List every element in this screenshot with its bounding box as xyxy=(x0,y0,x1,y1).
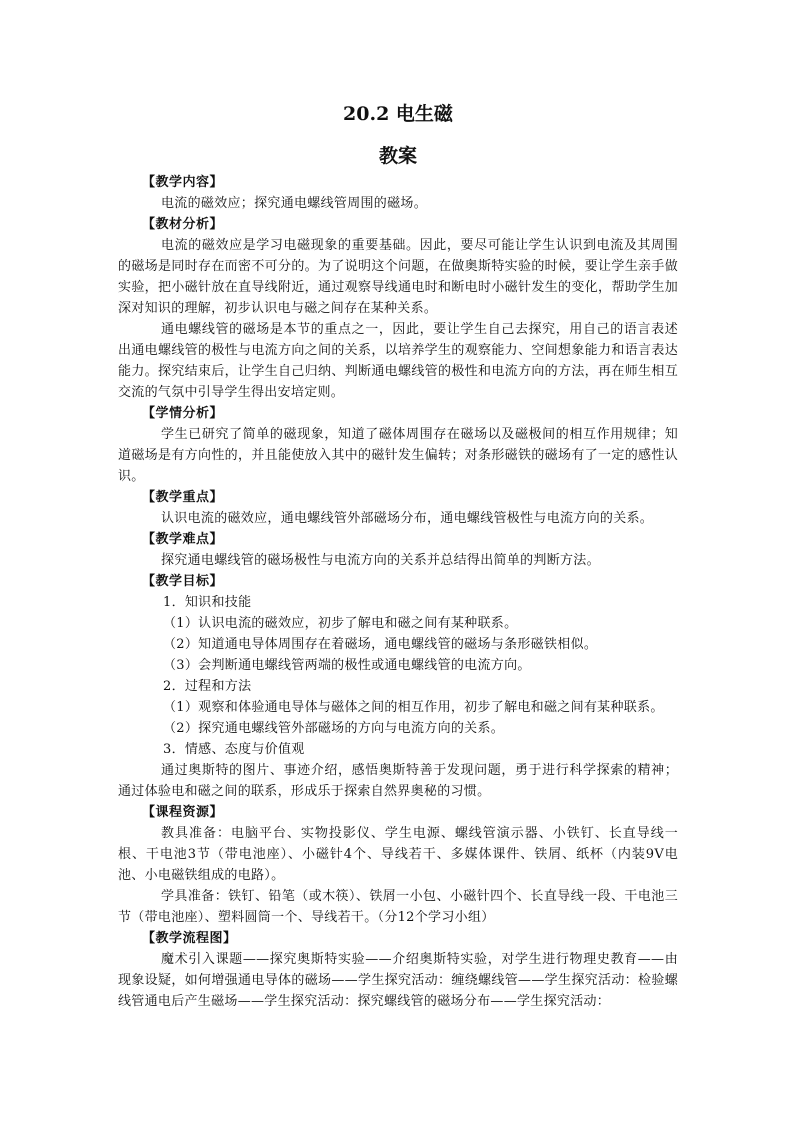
keypoint-paragraph: 认识电流的磁效应，通电螺线管外部磁场分布，通电螺线管极性与电流方向的关系。 xyxy=(161,511,654,526)
document-title: 20.2 电生磁 xyxy=(343,103,453,125)
goal-title-1: 1．知识和技能 xyxy=(163,595,252,610)
document-body xyxy=(118,100,678,1012)
section-heading-resources: 【课程资源】 xyxy=(142,805,224,820)
flow-paragraph: 魔术引入课题——探究奥斯特实验——介绍奥斯特实验，对学生进行物理史教育——由现象设疑，如何增强通电导体的磁场——学生探究活动：缠绕螺线管——学生探究活动：检验螺线管通电后产生磁场——学生探究活动：探究螺线管的磁场分布——学生探究活动： xyxy=(118,952,678,1009)
resources-student-paragraph: 学具准备：铁钉、铅笔（或木筷）、铁屑一小包、小磁针四个、长直导线一段、干电池三节（带电池座）、塑料圆筒一个、导线若干。（分12个学习小组） xyxy=(118,889,678,925)
difficulty-paragraph: 探究通电螺线管的磁场极性与电流方向的关系并总结得出简单的判断方法。 xyxy=(161,553,600,568)
section-heading-analysis: 【教材分析】 xyxy=(142,217,224,232)
goal-item-1c: （3）会判断通电螺线管两端的极性或通电螺线管的电流方向。 xyxy=(163,658,531,673)
section-text-content: 电流的磁效应；探究通电螺线管周围的磁场。 xyxy=(161,196,428,211)
goal-paragraph-3: 通过奥斯特的图片、事迹介绍，感悟奥斯特善于发现问题，勇于进行科学探索的精神；通过体验电和磁之间的联系，形成乐于探索自然界奥秘的习惯。 xyxy=(118,763,678,799)
goal-item-1a: （1）认识电流的磁效应，初步了解电和磁之间有某种联系。 xyxy=(163,616,518,631)
section-heading-content: 【教学内容】 xyxy=(142,175,224,190)
section-heading-keypoint: 【教学重点】 xyxy=(142,490,224,505)
goal-title-2: 2．过程和方法 xyxy=(163,679,252,694)
section-heading-goals: 【教学目标】 xyxy=(142,574,224,589)
goal-title-3: 3．情感、态度与价值观 xyxy=(163,742,305,757)
students-paragraph: 学生已研究了简单的磁现象，知道了磁体周围存在磁场以及磁极间的相互作用规律；知道磁场是有方向性的，并且能使放入其中的磁针发生偏转；对条形磁铁的磁场有了一定的感性认识。 xyxy=(118,427,678,484)
goal-item-1b: （2）知道通电导体周围存在着磁场，通电螺线管的磁场与条形磁铁相似。 xyxy=(163,637,598,652)
section-heading-students: 【学情分析】 xyxy=(142,406,224,421)
goal-item-2b: （2）探究通电螺线管外部磁场的方向与电流方向的关系。 xyxy=(163,721,505,736)
section-heading-flow: 【教学流程图】 xyxy=(142,931,237,946)
document-subtitle: 教案 xyxy=(378,145,417,167)
analysis-paragraph-2: 通电螺线管的磁场是本节的重点之一，因此，要让学生自己去探究，用自己的语言表述出通电螺线管的极性与电流方向之间的关系，以培养学生的观察能力、空间想象能力和语言表达能力。探究结束后，让学生自己归纳、判断通电螺线管的极性和电流方向的方法，再在师生相互交流的气氛中引导学生得出安培定则。 xyxy=(118,322,678,400)
resources-teacher-paragraph: 教具准备：电脑平台、实物投影仪、学生电源、螺线管演示器、小铁钉、长直导线一根、干电池3节（带电池座）、小磁针4个、导线若干、多媒体课件、铁屑、纸杯（内装9V电池、小电磁铁组成的电路）。 xyxy=(118,826,678,883)
analysis-paragraph-1: 电流的磁效应是学习电磁现象的重要基础。因此，要尽可能让学生认识到电流及其周围的磁场是同时存在而密不可分的。为了说明这个问题，在做奥斯特实验的时候，要让学生亲手做实验，把小磁针放在直导线附近，通过观察导线通电时和断电时小磁针发生的变化，帮助学生加深对知识的理解，初步认识电与磁之间存在某种关系。 xyxy=(118,238,678,316)
goal-item-2a: （1）观察和体验通电导体与磁体之间的相互作用，初步了解电和磁之间有某种联系。 xyxy=(163,700,664,715)
section-heading-difficulty: 【教学难点】 xyxy=(142,532,224,547)
